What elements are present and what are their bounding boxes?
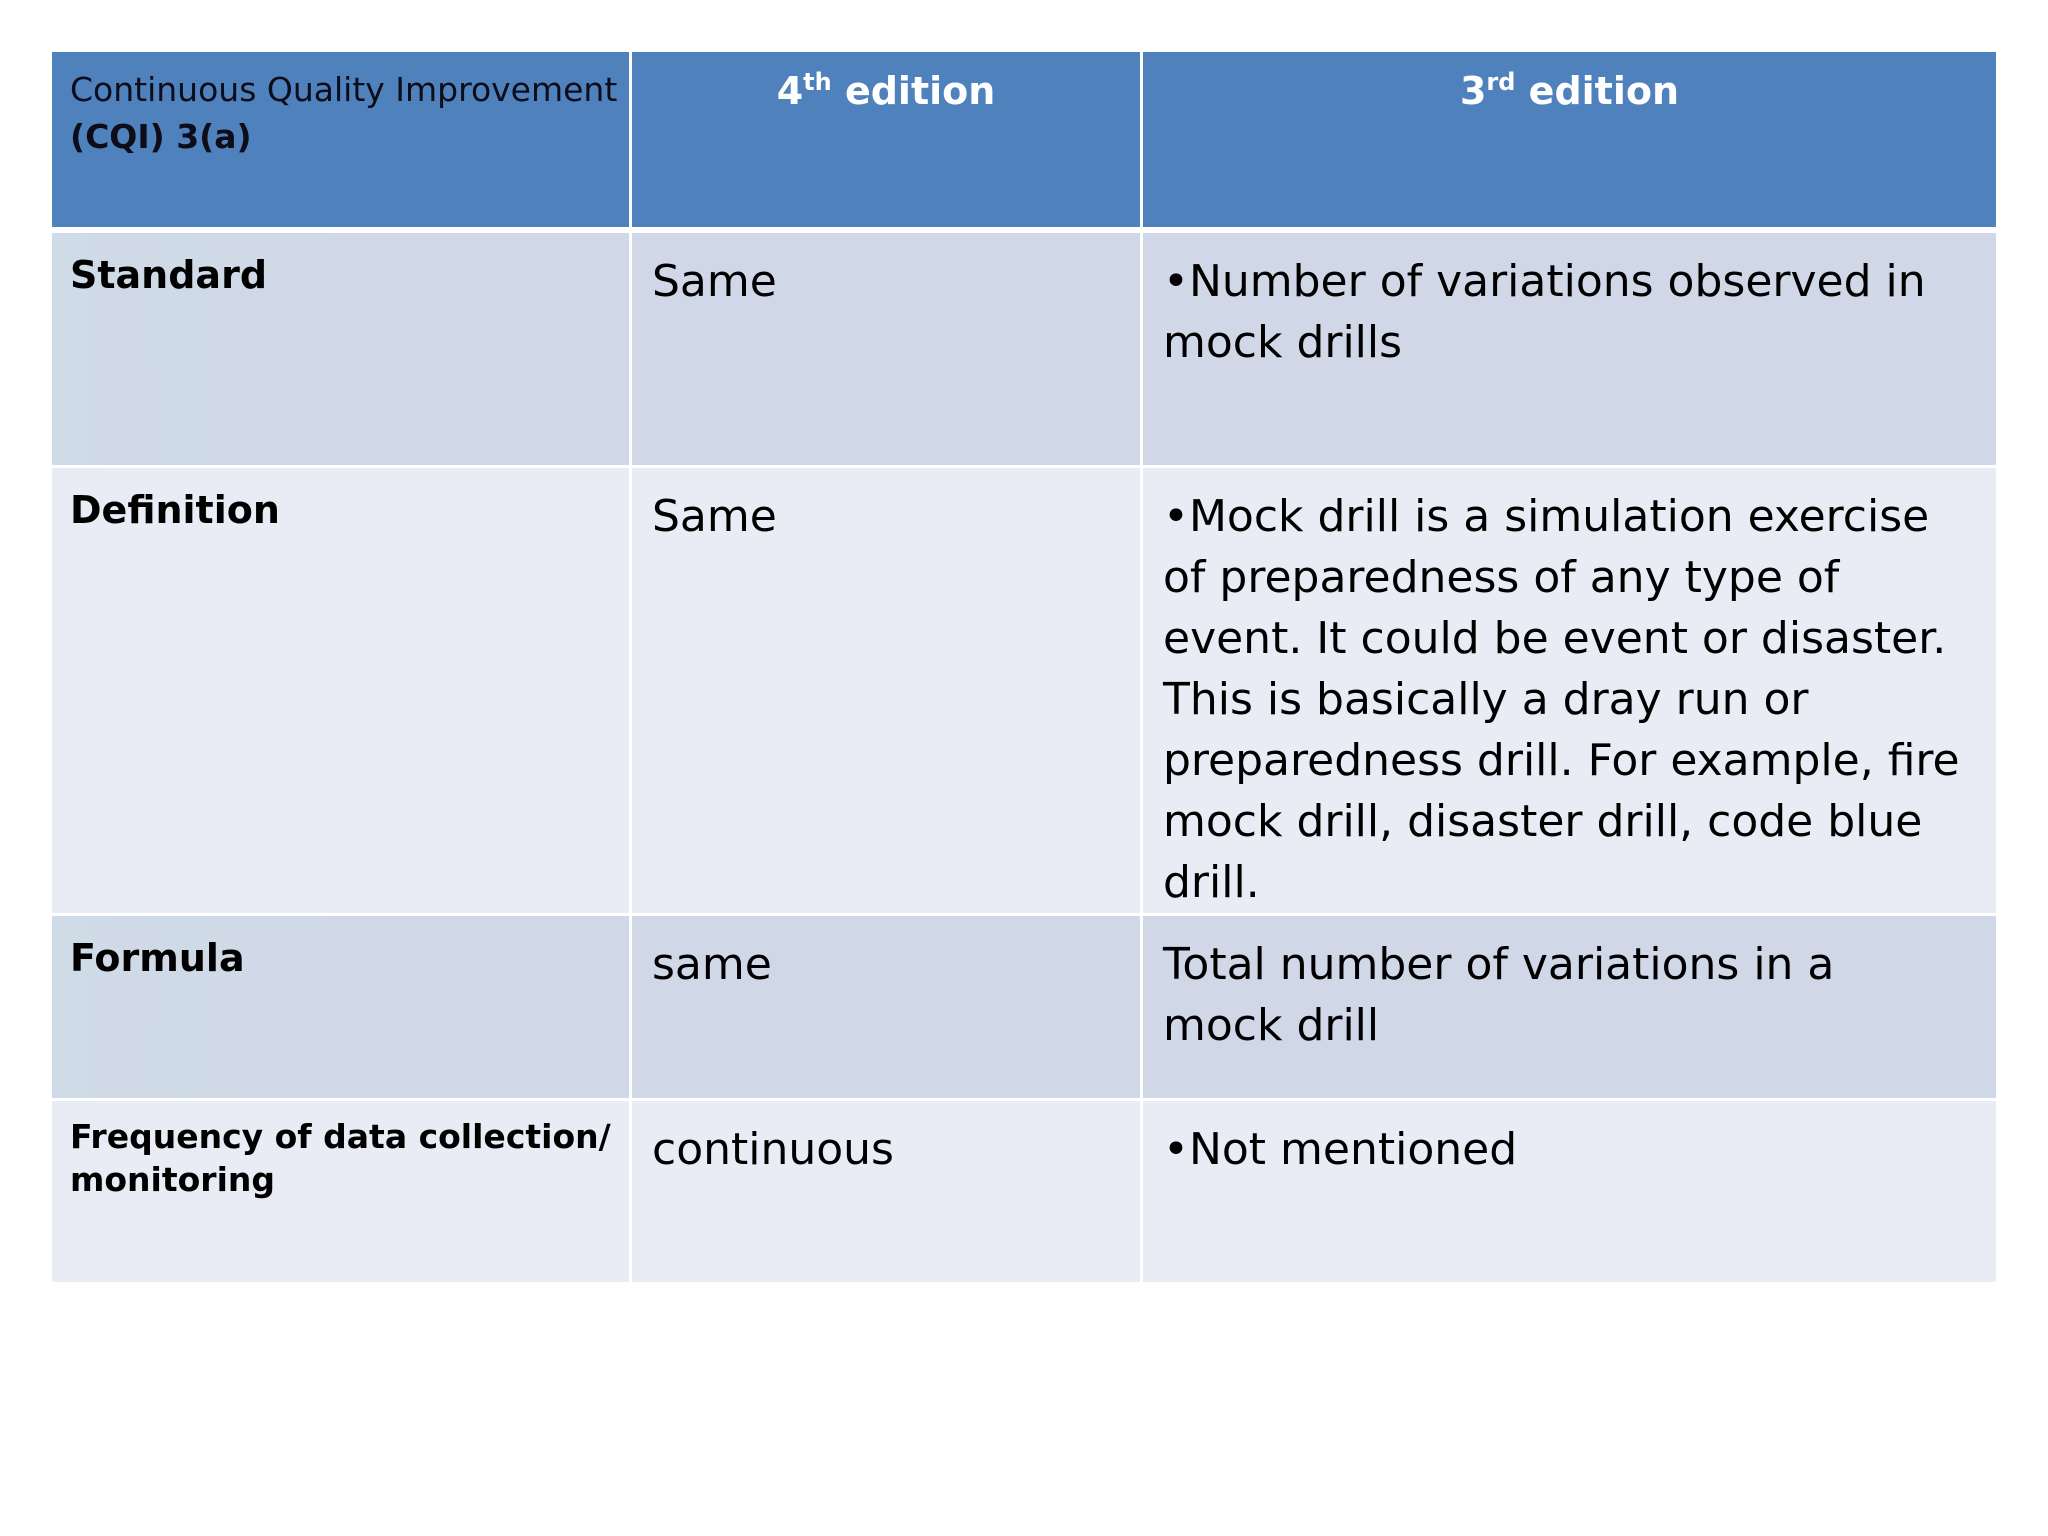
table-row-frequency xyxy=(52,1101,1996,1285)
table-row-standard xyxy=(52,233,1996,468)
row-label-formula: Formula xyxy=(52,916,632,1101)
table-row-definition xyxy=(52,468,1996,916)
row-4th-formula: same xyxy=(632,916,1143,1101)
row-4th-standard: Same xyxy=(632,233,1143,468)
row-4th-frequency: continuous xyxy=(632,1101,1143,1285)
row-3rd-formula: Total number of variations in a mock drill xyxy=(1143,916,1996,1101)
row-3rd-definition: •Mock drill is a simulation exercise of preparedness of any type of event. It could be event or disaster. This is basically a dray run or preparedness drill. For example, fire mock drill, disaster drill, code blue drill. xyxy=(1143,468,1996,916)
row-label-frequency: Frequency of data collection/ monitoring xyxy=(52,1101,632,1285)
row-4th-definition: Same xyxy=(632,468,1143,916)
row-label-definition: Definition xyxy=(52,468,632,916)
header-4th-edition xyxy=(632,52,1143,233)
header-3rd-suffix: rd xyxy=(1486,68,1516,96)
header-3rd-edition xyxy=(1143,52,1996,233)
header-cqi-code: (CQI) 3(a) xyxy=(70,117,252,156)
table-row-formula xyxy=(52,916,1996,1101)
header-3rd-number: 3 xyxy=(1459,69,1487,113)
header-3rd-label: edition xyxy=(1515,69,1680,113)
header-4th-label: edition xyxy=(831,69,996,113)
comparison-table xyxy=(52,52,1996,1285)
header-cqi xyxy=(52,52,632,233)
row-3rd-frequency: •Not mentioned xyxy=(1143,1101,1996,1285)
header-4th-suffix: th xyxy=(803,68,832,96)
header-4th-number: 4 xyxy=(776,69,804,113)
row-3rd-standard: •Number of variations observed in mock drills xyxy=(1143,233,1996,468)
table-header-row xyxy=(52,52,1996,233)
row-label-standard: Standard xyxy=(52,233,632,468)
header-cqi-title: Continuous Quality Improvement xyxy=(70,70,618,109)
